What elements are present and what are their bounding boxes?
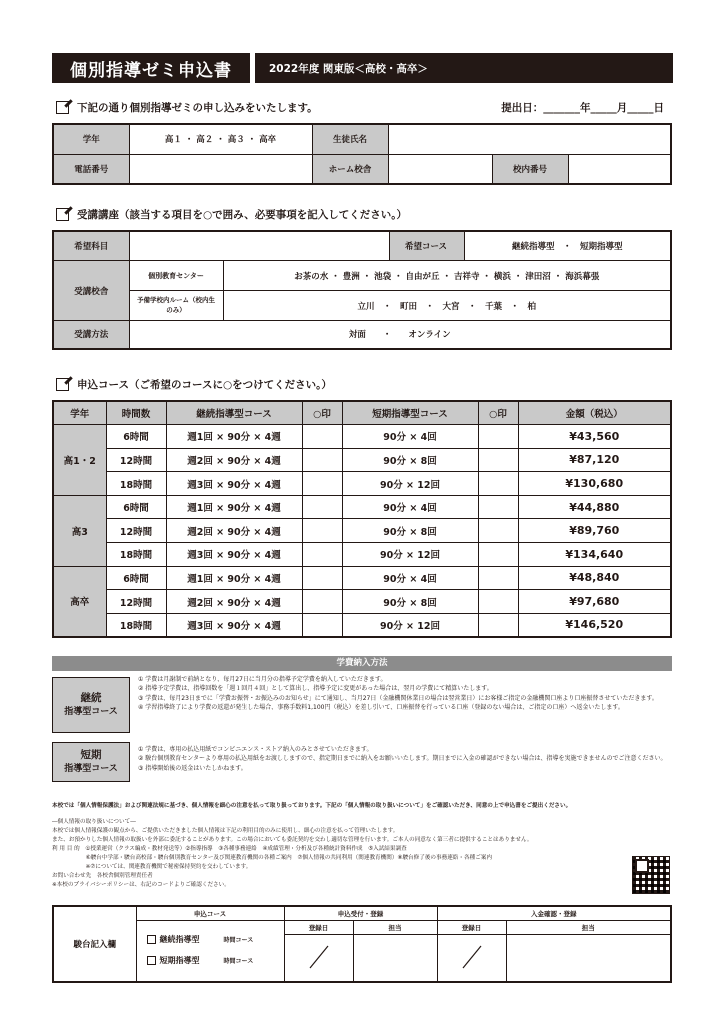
continuous-course-cell: 週1回 × 90分 × 4週 <box>166 566 302 590</box>
payment-line: ④ 学習指導終了により学費の返還が発生した場合、事務手数料1,100円（税込）を差し引いて、口座振替を行っている口座（登録のない場合は、ご指定の口座）へ返金いたします。 <box>138 703 624 711</box>
privacy-line: また、お預かりした個人情報の取扱いを外部に委託することがあります。この場合においても委託契約を交わし適切な管理を行います。ご本人の同意なく第三者に提供することはありません。 <box>52 836 533 843</box>
school-no-label: 校内番号 <box>492 154 568 184</box>
office-cont-label: 継続指導型 <box>159 934 200 944</box>
continuous-mark-cell[interactable] <box>302 448 342 472</box>
privacy-text <box>52 827 632 890</box>
continuous-label-small: 指導型コース <box>64 707 118 718</box>
intro-text: 下記の通り個別指導ゼミの申し込みをいたします。 <box>77 102 318 114</box>
course-table <box>52 230 672 350</box>
continuous-course-cell: 週2回 × 90分 × 4週 <box>166 519 302 543</box>
continuous-course-cell: 週3回 × 90分 × 4週 <box>166 613 302 637</box>
intro-heading <box>56 100 318 115</box>
price-cell: ¥87,120 <box>518 448 671 472</box>
grade-cell: 高1・2 <box>53 425 106 496</box>
short-mark-cell[interactable] <box>478 425 518 449</box>
short-course-cell: 90分 × 4回 <box>342 566 478 590</box>
short-course-cell: 90分 × 12回 <box>342 613 478 637</box>
hours-cell: 12時間 <box>106 448 166 472</box>
price-cell: ¥48,840 <box>518 566 671 590</box>
phone-label: 電話番号 <box>53 154 129 184</box>
school-no-field[interactable] <box>568 154 671 184</box>
office-reg-header: 申込受付・登録 <box>284 906 437 920</box>
short-mark-cell[interactable] <box>478 543 518 567</box>
short-mark-cell[interactable] <box>478 613 518 637</box>
pay-date-label: 登録日 <box>437 920 506 934</box>
grade-options[interactable]: 高１ ・ 高２ ・ 高３ ・ 高卒 <box>129 124 312 154</box>
phone-field[interactable] <box>129 154 312 184</box>
reg-date-label: 登録日 <box>284 920 353 934</box>
method-label: 受講方法 <box>53 321 129 349</box>
apply-course-table <box>52 400 672 638</box>
pencil-icon <box>56 101 69 114</box>
apply-header-6: 金額（税込） <box>518 401 671 425</box>
hours-cell: 18時間 <box>106 613 166 637</box>
payment-line: ① 学費は月謝制で前納となり、毎月27日に当月分の指導予定学費を納入していただきます。 <box>138 676 387 683</box>
submit-date[interactable]: 提出日：_______年_____月_____日 <box>501 102 664 114</box>
continuous-payment-text <box>138 675 674 712</box>
office-hours-label: 時間コース <box>223 936 254 944</box>
room-options[interactable]: 立川 ・ 町田 ・ 大宮 ・ 千葉 ・ 柏 <box>223 291 671 321</box>
course-label: 希望コース <box>389 232 465 260</box>
course-heading <box>56 207 407 222</box>
pencil-icon <box>56 378 69 391</box>
office-use-table <box>52 905 672 983</box>
short-course-cell: 90分 × 8回 <box>342 590 478 614</box>
course-options[interactable]: 継続指導型 ・ 短期指導型 <box>512 242 623 252</box>
short-payment-text <box>138 745 674 773</box>
payment-line: ③ 指導開始後の返金はいたしかねます。 <box>138 764 247 772</box>
continuous-course-cell: 週1回 × 90分 × 4週 <box>166 495 302 519</box>
short-mark-cell[interactable] <box>478 566 518 590</box>
apply-heading-text: 申込コース（ご希望のコースに○をつけてください。） <box>77 379 332 391</box>
privacy-line: 本校では個人情報保護の観点から、ご提供いただきました個人情報は下記の利用目的のみに使用し、細心の注意を払って管理いたします。 <box>52 828 399 834</box>
pay-staff-field[interactable] <box>506 934 671 982</box>
continuous-course-cell: 週2回 × 90分 × 4週 <box>166 590 302 614</box>
short-course-cell: 90分 × 4回 <box>342 425 478 449</box>
price-cell: ¥43,560 <box>518 425 671 449</box>
continuous-payment-label <box>52 677 130 733</box>
continuous-course-cell: 週1回 × 90分 × 4週 <box>166 425 302 449</box>
pencil-icon <box>56 208 69 221</box>
short-label-big: 短期 <box>80 749 102 762</box>
table-row <box>53 495 671 519</box>
apply-header-4: 短期指導型コース <box>342 401 478 425</box>
continuous-mark-cell[interactable] <box>302 495 342 519</box>
apply-header-3: ○印 <box>302 401 342 425</box>
payment-line: ③ 学費は、毎月23日までに「学費お振替・お振込みのお知らせ」にて通知し、当月27日（金融機関休業日の場合は翌営業日）にお客様ご指定の金融機関口座より口座振替させていただきます。 <box>138 694 658 702</box>
apply-header-5: ○印 <box>478 401 518 425</box>
continuous-mark-cell[interactable] <box>302 472 342 496</box>
apply-header-1: 時間数 <box>106 401 166 425</box>
hours-cell: 6時間 <box>106 495 166 519</box>
privacy-heading: ―個人情報の取り扱いについて― <box>52 819 136 825</box>
hours-cell: 12時間 <box>106 519 166 543</box>
apply-header-0: 学年 <box>53 401 106 425</box>
qr-code[interactable] <box>632 856 670 894</box>
continuous-mark-cell[interactable] <box>302 425 342 449</box>
continuous-mark-cell[interactable] <box>302 613 342 637</box>
table-row <box>53 590 671 614</box>
short-course-cell: 90分 × 8回 <box>342 519 478 543</box>
checkbox-icon[interactable] <box>147 956 156 965</box>
subject-label: 希望科目 <box>53 231 129 261</box>
campus-label: 受講校舎 <box>53 261 129 321</box>
home-school-field[interactable] <box>388 154 492 184</box>
continuous-mark-cell[interactable] <box>302 566 342 590</box>
short-mark-cell[interactable] <box>478 495 518 519</box>
slash-icon <box>457 942 487 972</box>
privacy-line: ⑥駿台中学部・駿台高校部・駿台個別教育センター及び関連教育機関の各種ご案内 ⑦個人情報の共同利用（関連教育機関）⑧駿台修了後の事務連絡・各種ご案内 <box>52 854 492 861</box>
pay-staff-label: 担当 <box>506 920 671 934</box>
payment-line: ② 駿台個別教育センターより専用の払込用紙をお渡ししますので、指定期日までに納入をお願いいたします。期日までに入金の確認ができない場合は、指導を実施できませんのでご注意ください。 <box>138 755 667 763</box>
short-mark-cell[interactable] <box>478 448 518 472</box>
short-course-cell: 90分 × 8回 <box>342 448 478 472</box>
payment-header: 学費納入方法 <box>52 656 672 671</box>
grade-cell: 高卒 <box>53 566 106 637</box>
continuous-label-big: 継続 <box>80 692 102 705</box>
privacy-lead: 本校では「個人情報保護法」および関連法規に基づき、個人情報を細心の注意を払って取り扱っております。下記の「個人情報の取り扱いについて」をご確認いただき、同意の上で申込書をご提出ください。 <box>52 803 572 809</box>
reg-staff-label: 担当 <box>353 920 437 934</box>
continuous-mark-cell[interactable] <box>302 543 342 567</box>
continuous-mark-cell[interactable] <box>302 590 342 614</box>
table-row <box>53 613 671 637</box>
student-name-field[interactable] <box>388 124 671 154</box>
hours-cell: 18時間 <box>106 472 166 496</box>
pay-date-field[interactable] <box>437 934 506 982</box>
short-mark-cell[interactable] <box>478 519 518 543</box>
continuous-course-cell: 週3回 × 90分 × 4週 <box>166 543 302 567</box>
payment-line: ① 学費は、専用の払込用紙でコンビニエンス・ストア納入のみとさせていただきます。 <box>138 746 373 753</box>
short-mark-cell[interactable] <box>478 590 518 614</box>
course-cell <box>389 231 671 261</box>
center-label: 個別教育センター <box>129 261 223 291</box>
payment-line: ② 指導予定学費は、指導回数を「週１回月４回」として算出し、指導予定に変更があった場合は、翌月の学費にて精算いたします。 <box>138 685 493 693</box>
apply-heading <box>56 377 332 392</box>
short-course-cell: 90分 × 12回 <box>342 543 478 567</box>
price-cell: ¥134,640 <box>518 543 671 567</box>
slash-icon <box>304 942 334 972</box>
hours-cell: 12時間 <box>106 590 166 614</box>
table-row <box>53 425 671 449</box>
continuous-mark-cell[interactable] <box>302 519 342 543</box>
table-row <box>53 448 671 472</box>
office-course-header: 申込コース <box>136 906 284 920</box>
privacy-line: ※⑦については、関連教育機関で秘密保持契約を交わしています。 <box>52 863 252 870</box>
table-row <box>53 543 671 567</box>
form-subtitle: 2022年度 関東版＜高校・高卒＞ <box>255 53 673 83</box>
short-label-small: 指導型コース <box>64 764 118 775</box>
room-label: 予備学校内ルーム（校内生のみ） <box>129 291 223 321</box>
short-course-cell: 90分 × 12回 <box>342 472 478 496</box>
short-course-cell: 90分 × 4回 <box>342 495 478 519</box>
price-cell: ¥44,880 <box>518 495 671 519</box>
short-payment-label <box>52 742 130 782</box>
hours-cell: 6時間 <box>106 566 166 590</box>
checkbox-icon[interactable] <box>147 935 156 944</box>
student-name-label: 生徒氏名 <box>312 124 388 154</box>
table-row <box>53 472 671 496</box>
reg-date-field[interactable] <box>284 934 353 982</box>
apply-header-2: 継続指導型コース <box>166 401 302 425</box>
course-heading-text: 受講講座（該当する項目を○で囲み、必要事項を記入してください。） <box>77 209 408 221</box>
continuous-course-cell: 週3回 × 90分 × 4週 <box>166 472 302 496</box>
center-options[interactable]: お茶の水 ・ 豊洲 ・ 池袋 ・ 自由が丘 ・ 吉祥寺 ・ 横浜 ・ 津田沼 ・ 海浜幕張 <box>223 261 671 291</box>
table-row <box>53 519 671 543</box>
privacy-line: 利 用 目 的 ①授業運営（クラス編成・教材発送等）②指導指導 ③各種事務連絡 ④成績管理・分析及び各種統計資料作成 ⑤入試結果調査 <box>52 845 407 852</box>
grade-label: 学年 <box>53 124 129 154</box>
subject-field[interactable] <box>129 231 389 261</box>
student-info-table <box>52 123 672 185</box>
hours-cell: 18時間 <box>106 543 166 567</box>
office-hours-label: 時間コース <box>223 957 254 965</box>
short-mark-cell[interactable] <box>478 472 518 496</box>
price-cell: ¥130,680 <box>518 472 671 496</box>
office-pay-header: 入金確認・登録 <box>437 906 671 920</box>
grade-cell: 高3 <box>53 495 106 566</box>
continuous-course-cell: 週2回 × 90分 × 4週 <box>166 448 302 472</box>
form-title: 個別指導ゼミ申込書 <box>52 53 250 83</box>
price-cell: ¥146,520 <box>518 613 671 637</box>
hours-cell: 6時間 <box>106 425 166 449</box>
privacy-line: ※本校のプライバシーポリシーは、右記のコードよりご確認ください。 <box>52 881 230 888</box>
office-use-label: 駿台記入欄 <box>53 906 136 982</box>
table-row <box>53 566 671 590</box>
price-cell: ¥89,760 <box>518 519 671 543</box>
office-short-label: 短期指導型 <box>159 955 200 965</box>
home-school-label: ホーム校舎 <box>312 154 388 184</box>
office-course-options[interactable] <box>136 920 284 982</box>
reg-staff-field[interactable] <box>353 934 437 982</box>
price-cell: ¥97,680 <box>518 590 671 614</box>
method-options[interactable]: 対面 ・ オンライン <box>129 321 671 349</box>
privacy-line: お問い合わせ先 各校舎個別管理責任者 <box>52 872 153 879</box>
